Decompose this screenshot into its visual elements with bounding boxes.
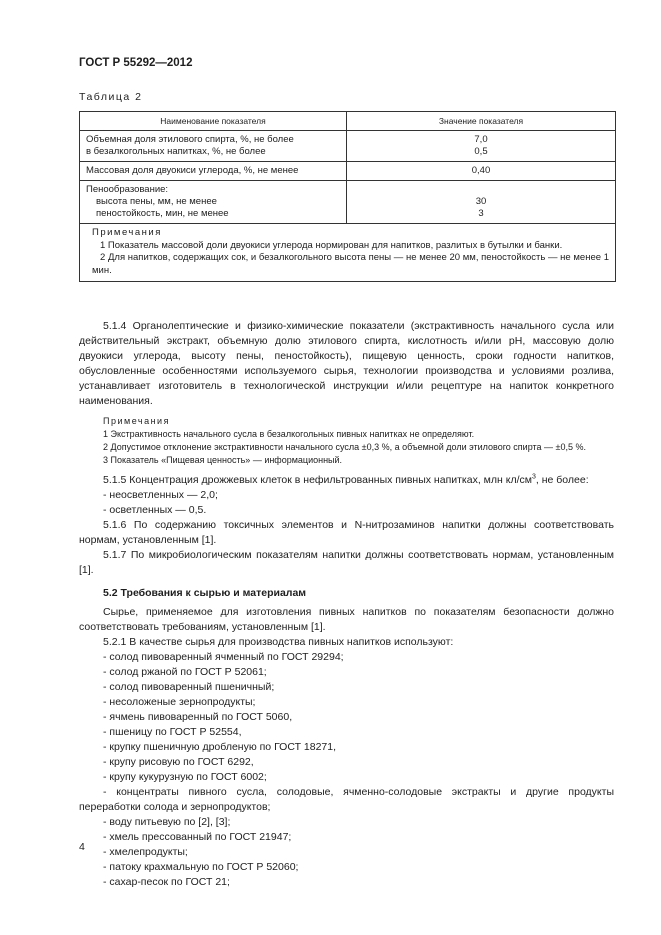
table-row — [80, 181, 615, 224]
row-name: Пенообразование: — [86, 184, 169, 195]
indicators-table — [79, 111, 616, 282]
list-item: - неосветленных — 2,0; — [103, 489, 218, 501]
row-value — [353, 184, 609, 196]
row-value: 0,40 — [471, 165, 491, 176]
table-note: 1 Показатель массовой доли двуокиси углерода нормирован для напитков, разлитых в бутылки и банки. — [100, 239, 563, 251]
table-notes-row — [80, 224, 615, 281]
table-title: Таблица 2 — [79, 91, 143, 103]
list-item: - солод пивоваренный ячменный по ГОСТ 29294; — [103, 651, 344, 663]
paragraph-5-1-4: 5.1.4 Органолептические и физико-химические показатели (экстрактивность начального сусла или действительный экстракт, объемную долю этилового спирта, кислотность и/или pH, массовую долю двуокиси углерода, высоту пены, пеностойкость), пищевую ценность, сроки годности напитков, обусловленные особенностями используемого сырья, технологии производства и условиями розлива, устанавливает изготовитель в технологической инструкции и/или рецептуре на напиток конкретного наименования. — [79, 320, 614, 407]
list-item: - ячмень пивоваренный по ГОСТ 5060, — [103, 711, 293, 723]
notes-block — [79, 415, 614, 467]
note: 1 Экстрактивность начального сусла в безалкогольных пивных напитках не определяют. — [103, 429, 475, 439]
standard-header: ГОСТ Р 55292—2012 — [79, 57, 193, 69]
paragraph-5-1-7: 5.1.7 По микробиологическим показателям напитки должны соответствовать нормам, установленным [1]. — [79, 549, 614, 576]
row-name: Объемная доля этилового спирта, %, не более — [86, 134, 294, 145]
row-value: 0,5 — [474, 146, 488, 157]
table-note: 2 Для напитков, содержащих сок, и безалкогольного высота пены — не менее 20 мм, пеностойкость — не менее 1 мин. — [92, 252, 609, 276]
superscript-3: 3 — [531, 473, 536, 481]
list-item: - концентраты пивного сусла, солодовые, ячменно-солодовые экстракты и другие продукты переработки солода и зернопродуктов; — [79, 786, 614, 813]
table-row — [80, 162, 615, 181]
note: 2 Допустимое отклонение экстрактивности начального сусла ±0,3 %, а объемной доли этилового спирта — ±0,5 %. — [103, 442, 586, 452]
section-5-2-title: 5.2 Требования к сырью и материалам — [103, 587, 307, 599]
table-notes-title: Примечания — [92, 227, 162, 238]
list-item: - крупу кукурузную по ГОСТ 6002; — [103, 771, 267, 783]
list-item: - воду питьевую по [2], [3]; — [103, 816, 231, 828]
list-item: - солод ржаной по ГОСТ Р 52061; — [103, 666, 267, 678]
list-item: - осветленных — 0,5. — [103, 504, 207, 516]
row-name: в безалкогольных напитках, %, не более — [86, 146, 266, 157]
paragraph-5-2-1: 5.2.1 В качестве сырья для производства пивных напитков используют: — [103, 636, 454, 648]
table-row — [80, 131, 615, 162]
table-header-row — [80, 112, 615, 131]
row-name: пеностойкость, мин, не менее — [96, 208, 229, 219]
paragraph-5-1-5: 5.1.5 Концентрация дрожжевых клеток в нефильтрованных пивных напитках, млн $кл/см^3$, не более: — [103, 473, 589, 486]
col-header-value: Значение показателя — [438, 116, 524, 126]
list-item: - крупу рисовую по ГОСТ 6292, — [103, 756, 254, 768]
list-item: - несоложеные зернопродукты; — [103, 696, 256, 708]
row-value: 7,0 — [474, 134, 488, 145]
list-item: - крупку пшеничную дробленую по ГОСТ 18271, — [103, 741, 337, 753]
list-item: - пшеницу по ГОСТ Р 52554, — [103, 726, 242, 738]
row-name: Массовая доля двуокиси углерода, %, не менее — [86, 165, 299, 176]
page-number: 4 — [79, 841, 85, 853]
list-item: - солод пивоваренный пшеничный; — [103, 681, 275, 693]
notes-title: Примечания — [103, 416, 170, 426]
note: 3 Показатель «Пищевая ценность» — информационный. — [103, 455, 343, 465]
row-value: 3 — [478, 208, 484, 219]
list-item: - хмель прессованный по ГОСТ 21947; — [103, 831, 292, 843]
body-text — [79, 319, 614, 890]
paragraph-5-1-6: 5.1.6 По содержанию токсичных элементов и N-нитрозаминов напитки должны соответствовать нормам, установленным [1]. — [79, 519, 614, 546]
row-value: 30 — [475, 196, 487, 207]
list-item: - сахар-песок по ГОСТ 21; — [103, 876, 230, 888]
list-item: - патоку крахмальную по ГОСТ Р 52060; — [103, 861, 299, 873]
list-item: - хмелепродукты; — [103, 846, 188, 858]
row-name: высота пены, мм, не менее — [96, 196, 217, 207]
paragraph-5-2: Сырье, применяемое для изготовления пивных напитков по показателям безопасности должно соответствовать требованиям, установленным [1]. — [79, 606, 614, 633]
col-header-name: Наименование показателя — [80, 112, 347, 130]
